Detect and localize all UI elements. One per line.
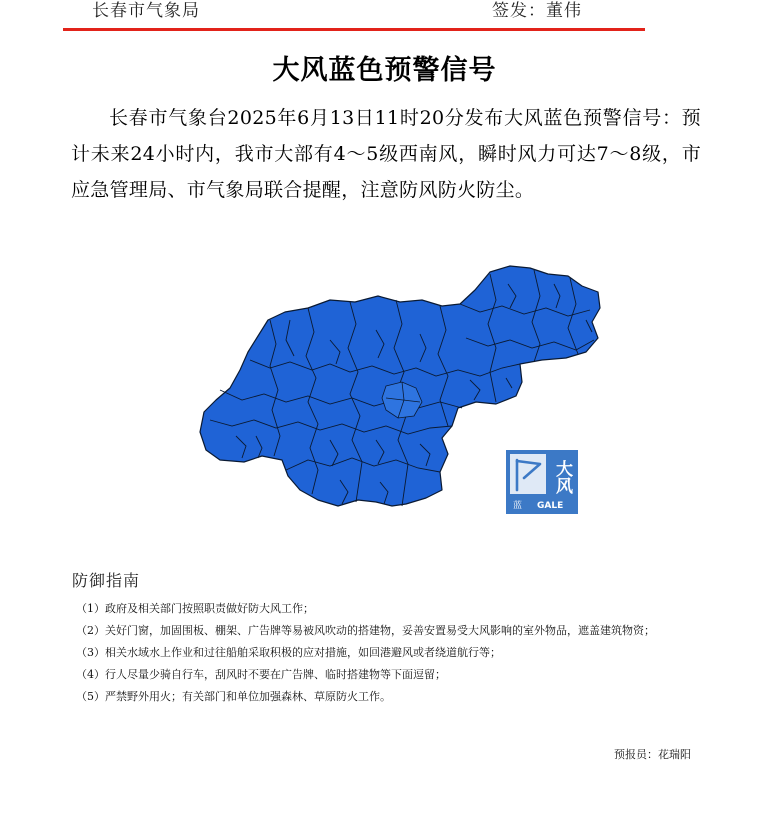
badge-label-en: GALE (537, 501, 564, 511)
guide-item: （3）相关水域水上作业和过往船舶采取积极的应对措施，如回港避风或者绕道航行等； (76, 646, 501, 659)
gale-warning-badge (506, 450, 578, 514)
issuer-label: 长春市气象局 (92, 1, 200, 21)
page-title: 大风蓝色预警信号 (272, 55, 497, 86)
defense-guide-list (76, 598, 736, 708)
guide-item: （5）严禁野外用火；有关部门和单位加强森林、草原防火工作。 (76, 690, 391, 703)
guide-item: （1）政府及相关部门按照职责做好防大风工作； (76, 602, 314, 615)
header-red-rule (63, 28, 645, 31)
guide-item: （4）行人尽量少骑自行车，刮风时不要在广告牌、临时搭建物等下面逗留； (76, 668, 446, 681)
defense-guide-title: 防御指南 (72, 571, 141, 590)
badge-level-char: 蓝 (513, 501, 523, 511)
forecaster-label: 预报员：花瑞阳 (614, 748, 691, 761)
warning-body: 长春市气象台2025年6月13日11时20分发布大风蓝色预警信号：预计未来24小时内，我市大部有4～5级西南风，瞬时风力可达7～8级，市应急管理局、市气象局联合提醒，注意防风防火防尘。 (71, 107, 701, 201)
signed-by-label: 签发：董伟 (492, 1, 582, 21)
guide-item: （2）关好门窗，加固围板、棚架、广告牌等易被风吹动的搭建物，妥善安置易受大风影响的室外物品，遮盖建筑物资； (76, 624, 655, 637)
badge-label-cn: 大风 (552, 460, 572, 494)
